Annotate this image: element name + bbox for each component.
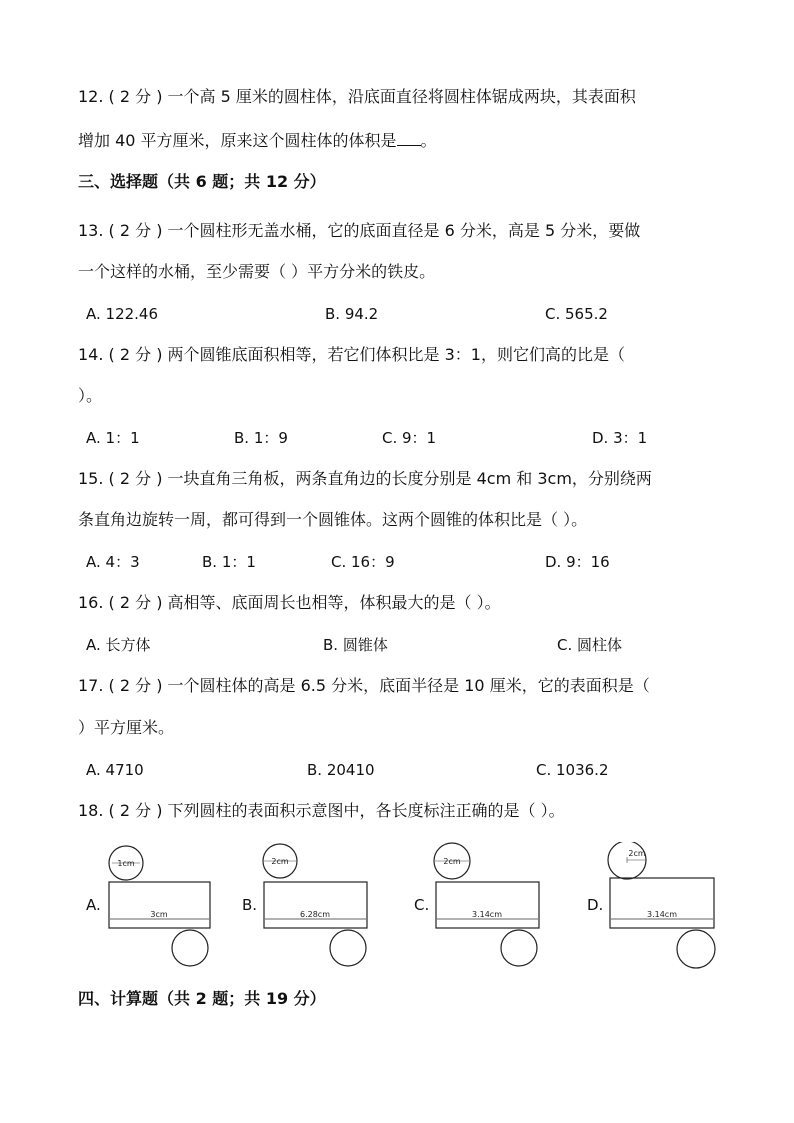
q17-option-c[interactable]: C. 1036.2	[536, 761, 609, 779]
q12-line2-text: 增加 40 平方厘米，原来这个圆柱体的体积是	[78, 131, 397, 150]
circle-dimension: 2cm	[271, 857, 289, 866]
side-rectangle	[436, 882, 539, 928]
bottom-circle	[172, 930, 208, 966]
q12-line2-end: 。	[420, 131, 437, 150]
figure-b-label[interactable]: B.	[242, 896, 258, 914]
q16-line1: 16. ( 2 分 ) 高相等、底面周长也相等，体积最大的是（ ）。	[78, 593, 501, 612]
figure-a-label[interactable]: A.	[86, 896, 101, 914]
q15-option-b[interactable]: B. 1：1	[202, 553, 256, 571]
q15-line1: 15. ( 2 分 ) 一块直角三角板，两条直角边的长度分别是 4cm 和 3cm，分别绕两	[78, 469, 652, 488]
bottom-circle	[677, 930, 715, 968]
circle-dimension: 1cm	[117, 859, 135, 868]
q16-option-a[interactable]: A. 长方体	[86, 636, 151, 654]
q14-option-b[interactable]: B. 1：9	[234, 429, 288, 447]
figure-c-cylinder-net	[432, 842, 552, 972]
q14-line1: 14. ( 2 分 ) 两个圆锥底面积相等，若它们体积比是 3：1，则它们高的比是（	[78, 345, 625, 364]
circle-dimension: 2cm	[443, 857, 461, 866]
side-rectangle	[264, 882, 367, 928]
answer-blank[interactable]	[397, 131, 421, 146]
q13-option-c[interactable]: C. 565.2	[545, 305, 608, 323]
q14-line2: ）。	[78, 386, 103, 405]
q15-option-c[interactable]: C. 16：9	[331, 553, 395, 571]
q13-option-b[interactable]: B. 94.2	[325, 305, 379, 323]
q14-option-a[interactable]: A. 1：1	[86, 429, 140, 447]
figure-d-label[interactable]: D.	[587, 896, 604, 914]
figure-c-label[interactable]: C.	[414, 896, 430, 914]
q17-line2: ）平方厘米。	[78, 718, 175, 737]
figure-b-cylinder-net	[260, 842, 380, 972]
bottom-circle	[330, 930, 366, 966]
q14-option-c[interactable]: C. 9：1	[382, 429, 437, 447]
q16-option-b[interactable]: B. 圆锥体	[323, 636, 388, 654]
q17-line1: 17. ( 2 分 ) 一个圆柱体的高是 6.5 分米，底面半径是 10 厘米，它的表面积是（	[78, 676, 650, 695]
q13-line2: 一个这样的水桶，至少需要（ ）平方分米的铁皮。	[78, 262, 436, 281]
q12-line2	[78, 130, 437, 152]
q17-option-a[interactable]: A. 4710	[86, 761, 144, 779]
q12-line1: 12. ( 2 分 ) 一个高 5 厘米的圆柱体，沿底面直径将圆柱体锯成两块，其表面积	[78, 87, 636, 106]
q18-line1: 18. ( 2 分 ) 下列圆柱的表面积示意图中，各长度标注正确的是（ ）。	[78, 801, 565, 820]
rect-dimension: 3.14cm	[646, 910, 678, 919]
side-rectangle	[610, 878, 714, 928]
q13-line1: 13. ( 2 分 ) 一个圆柱形无盖水桶，它的底面直径是 6 分米，高是 5 分米，要做	[78, 221, 641, 240]
rect-dimension: 3.14cm	[471, 910, 503, 919]
q13-option-a[interactable]: A. 122.46	[86, 305, 159, 323]
circle-dimension: 2cm	[628, 849, 646, 858]
q15-line2: 条直角边旋转一周，都可得到一个圆锥体。这两个圆锥的体积比是（ ）。	[78, 510, 588, 529]
figure-d-cylinder-net	[606, 842, 726, 972]
q15-option-d[interactable]: D. 9：16	[545, 553, 610, 571]
q15-option-a[interactable]: A. 4：3	[86, 553, 140, 571]
q17-option-b[interactable]: B. 20410	[307, 761, 375, 779]
q14-option-d[interactable]: D. 3：1	[592, 429, 648, 447]
q16-option-c[interactable]: C. 圆柱体	[557, 636, 623, 654]
rect-dimension: 3cm	[150, 910, 168, 919]
side-rectangle	[109, 882, 210, 928]
section-4-heading: 四、计算题（共 2 题；共 19 分）	[78, 989, 326, 1008]
section-3-heading: 三、选择题（共 6 题；共 12 分）	[78, 172, 326, 191]
figure-a-cylinder-net	[104, 842, 224, 972]
rect-dimension: 6.28cm	[299, 910, 331, 919]
bottom-circle	[501, 930, 537, 966]
